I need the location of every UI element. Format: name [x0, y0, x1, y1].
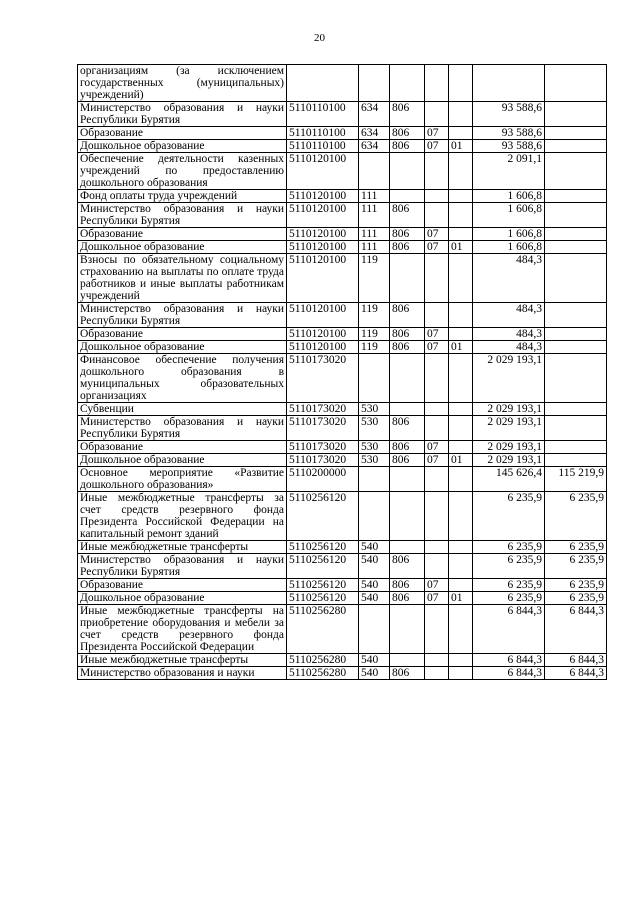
- cell-item-name: Дошкольное образование: [78, 454, 287, 467]
- cell-amount-year-2: [545, 241, 607, 254]
- cell-amount-year-2: 6 844,3: [545, 667, 607, 680]
- cell-item-name: Дошкольное образование: [78, 241, 287, 254]
- cell-amount-year-2: [545, 228, 607, 241]
- cell-item-name: Образование: [78, 228, 287, 241]
- table-body: [78, 65, 607, 680]
- table-row: [78, 579, 607, 592]
- cell-amount-year-1: 2 029 193,1: [473, 441, 545, 454]
- cell-amount-year-2: [545, 190, 607, 203]
- cell-target-code: 5110256120: [287, 592, 359, 605]
- cell-expense-type: [359, 605, 390, 654]
- table-row: [78, 203, 607, 228]
- cell-subsection-code: [449, 203, 473, 228]
- cell-amount-year-1: 6 235,9: [473, 554, 545, 579]
- cell-target-code: 5110256120: [287, 541, 359, 554]
- cell-target-code: 5110120100: [287, 228, 359, 241]
- cell-amount-year-1: 2 029 193,1: [473, 354, 545, 403]
- cell-amount-year-2: 6 235,9: [545, 579, 607, 592]
- table-row: [78, 541, 607, 554]
- cell-target-code: 5110173020: [287, 454, 359, 467]
- cell-amount-year-1: 1 606,8: [473, 190, 545, 203]
- cell-target-code: 5110120100: [287, 303, 359, 328]
- cell-amount-year-2: [545, 102, 607, 127]
- cell-subsection-code: [449, 354, 473, 403]
- cell-amount-year-1: [473, 65, 545, 102]
- cell-expense-type: [359, 153, 390, 190]
- cell-section-code: [425, 541, 449, 554]
- cell-section-code: [425, 65, 449, 102]
- cell-section-code: [425, 303, 449, 328]
- cell-ministry-code: [390, 541, 425, 554]
- cell-amount-year-2: [545, 328, 607, 341]
- cell-section-code: [425, 254, 449, 303]
- cell-amount-year-2: 6 235,9: [545, 592, 607, 605]
- cell-amount-year-1: 2 029 193,1: [473, 454, 545, 467]
- cell-subsection-code: [449, 190, 473, 203]
- table-row: [78, 228, 607, 241]
- cell-expense-type: 530: [359, 454, 390, 467]
- cell-expense-type: 530: [359, 416, 390, 441]
- cell-subsection-code: [449, 65, 473, 102]
- cell-ministry-code: [390, 605, 425, 654]
- cell-subsection-code: [449, 605, 473, 654]
- cell-section-code: [425, 203, 449, 228]
- cell-target-code: 5110110100: [287, 102, 359, 127]
- cell-item-name: Министерство образования и науки Республики Бурятия: [78, 303, 287, 328]
- cell-amount-year-1: 1 606,8: [473, 203, 545, 228]
- cell-item-name: Иные межбюджетные трансферты: [78, 541, 287, 554]
- cell-amount-year-1: 2 091,1: [473, 153, 545, 190]
- cell-target-code: 5110110100: [287, 140, 359, 153]
- table-row: [78, 190, 607, 203]
- cell-target-code: 5110120100: [287, 190, 359, 203]
- cell-amount-year-2: 6 844,3: [545, 605, 607, 654]
- cell-ministry-code: [390, 467, 425, 492]
- cell-amount-year-2: [545, 140, 607, 153]
- cell-amount-year-2: [545, 403, 607, 416]
- cell-expense-type: 540: [359, 541, 390, 554]
- cell-amount-year-2: 6 235,9: [545, 541, 607, 554]
- cell-amount-year-1: 2 029 193,1: [473, 403, 545, 416]
- cell-expense-type: 634: [359, 127, 390, 140]
- cell-expense-type: 111: [359, 241, 390, 254]
- cell-expense-type: 530: [359, 441, 390, 454]
- cell-expense-type: [359, 65, 390, 102]
- cell-target-code: [287, 65, 359, 102]
- cell-section-code: 07: [425, 341, 449, 354]
- cell-amount-year-1: 6 235,9: [473, 579, 545, 592]
- cell-expense-type: [359, 492, 390, 541]
- cell-subsection-code: [449, 153, 473, 190]
- cell-ministry-code: 806: [390, 328, 425, 341]
- cell-item-name: Фонд оплаты труда учреждений: [78, 190, 287, 203]
- table-row: [78, 241, 607, 254]
- table-row: [78, 127, 607, 140]
- cell-amount-year-2: 6 235,9: [545, 554, 607, 579]
- cell-ministry-code: 806: [390, 102, 425, 127]
- cell-ministry-code: 806: [390, 554, 425, 579]
- cell-ministry-code: [390, 65, 425, 102]
- cell-section-code: 07: [425, 454, 449, 467]
- cell-target-code: 5110173020: [287, 354, 359, 403]
- cell-section-code: [425, 554, 449, 579]
- cell-target-code: 5110110100: [287, 127, 359, 140]
- cell-amount-year-1: 6 844,3: [473, 667, 545, 680]
- cell-target-code: 5110256120: [287, 554, 359, 579]
- cell-expense-type: 540: [359, 579, 390, 592]
- cell-subsection-code: [449, 303, 473, 328]
- cell-section-code: [425, 403, 449, 416]
- cell-amount-year-2: 6 844,3: [545, 654, 607, 667]
- cell-subsection-code: 01: [449, 341, 473, 354]
- cell-expense-type: 111: [359, 190, 390, 203]
- cell-subsection-code: [449, 492, 473, 541]
- cell-expense-type: 540: [359, 667, 390, 680]
- cell-target-code: 5110173020: [287, 416, 359, 441]
- cell-ministry-code: 806: [390, 416, 425, 441]
- cell-expense-type: 119: [359, 341, 390, 354]
- cell-target-code: 5110256280: [287, 605, 359, 654]
- table-row: [78, 492, 607, 541]
- cell-subsection-code: [449, 667, 473, 680]
- cell-ministry-code: [390, 153, 425, 190]
- cell-subsection-code: [449, 654, 473, 667]
- cell-item-name: Образование: [78, 441, 287, 454]
- cell-item-name: организациям (за исключением государственных (муниципальных) учреждений): [78, 65, 287, 102]
- cell-ministry-code: [390, 403, 425, 416]
- cell-subsection-code: [449, 102, 473, 127]
- cell-section-code: [425, 354, 449, 403]
- cell-amount-year-2: [545, 203, 607, 228]
- cell-section-code: [425, 492, 449, 541]
- cell-item-name: Обеспечение деятельности казенных учреждений по предоставлению дошкольного образования: [78, 153, 287, 190]
- cell-amount-year-1: 1 606,8: [473, 241, 545, 254]
- table-row: [78, 454, 607, 467]
- table-row: [78, 254, 607, 303]
- cell-section-code: 07: [425, 441, 449, 454]
- cell-subsection-code: 01: [449, 241, 473, 254]
- cell-subsection-code: [449, 254, 473, 303]
- cell-item-name: Субвенции: [78, 403, 287, 416]
- cell-ministry-code: [390, 254, 425, 303]
- cell-ministry-code: 806: [390, 579, 425, 592]
- cell-subsection-code: [449, 541, 473, 554]
- cell-item-name: Финансовое обеспечение получения дошкольного образования в муниципальных образовательных организациях: [78, 354, 287, 403]
- cell-ministry-code: 806: [390, 454, 425, 467]
- cell-amount-year-2: [545, 441, 607, 454]
- cell-expense-type: [359, 467, 390, 492]
- cell-amount-year-1: 93 588,6: [473, 127, 545, 140]
- table-row: [78, 654, 607, 667]
- cell-target-code: 5110120100: [287, 203, 359, 228]
- cell-expense-type: [359, 354, 390, 403]
- cell-subsection-code: [449, 554, 473, 579]
- cell-amount-year-1: 2 029 193,1: [473, 416, 545, 441]
- cell-item-name: Образование: [78, 328, 287, 341]
- cell-ministry-code: 806: [390, 592, 425, 605]
- cell-item-name: Иные межбюджетные трансферты за счет средств резервного фонда Президента Российской Федерации на капитальный ремонт зданий: [78, 492, 287, 541]
- table-row: [78, 416, 607, 441]
- cell-item-name: Министерство образования и науки Республики Бурятия: [78, 554, 287, 579]
- cell-amount-year-1: 93 588,6: [473, 102, 545, 127]
- cell-section-code: 07: [425, 328, 449, 341]
- table-row: [78, 467, 607, 492]
- cell-target-code: 5110173020: [287, 403, 359, 416]
- cell-item-name: Министерство образования и науки Республики Бурятия: [78, 203, 287, 228]
- cell-amount-year-1: 484,3: [473, 341, 545, 354]
- cell-expense-type: 111: [359, 228, 390, 241]
- cell-item-name: Взносы по обязательному социальному страхованию на выплаты по оплате труда работников и иные выплаты работникам учреждений: [78, 254, 287, 303]
- cell-amount-year-1: 6 844,3: [473, 605, 545, 654]
- cell-section-code: [425, 102, 449, 127]
- table-row: [78, 328, 607, 341]
- table-row: [78, 65, 607, 102]
- cell-ministry-code: [390, 354, 425, 403]
- cell-subsection-code: [449, 579, 473, 592]
- cell-ministry-code: 806: [390, 441, 425, 454]
- cell-subsection-code: [449, 441, 473, 454]
- cell-subsection-code: [449, 228, 473, 241]
- cell-item-name: Основное мероприятие «Развитие дошкольного образования»: [78, 467, 287, 492]
- cell-ministry-code: 806: [390, 203, 425, 228]
- cell-expense-type: 119: [359, 254, 390, 303]
- cell-ministry-code: 806: [390, 127, 425, 140]
- cell-subsection-code: [449, 403, 473, 416]
- cell-expense-type: 111: [359, 203, 390, 228]
- cell-amount-year-1: 6 235,9: [473, 492, 545, 541]
- cell-target-code: 5110173020: [287, 441, 359, 454]
- table-row: [78, 354, 607, 403]
- cell-amount-year-1: 484,3: [473, 254, 545, 303]
- cell-expense-type: 540: [359, 554, 390, 579]
- cell-ministry-code: 806: [390, 140, 425, 153]
- cell-amount-year-2: [545, 153, 607, 190]
- cell-expense-type: 540: [359, 654, 390, 667]
- cell-item-name: Министерство образования и науки Республики Бурятия: [78, 416, 287, 441]
- cell-section-code: [425, 190, 449, 203]
- budget-table: [77, 64, 607, 680]
- cell-amount-year-1: 1 606,8: [473, 228, 545, 241]
- cell-subsection-code: [449, 416, 473, 441]
- table-row: [78, 102, 607, 127]
- cell-expense-type: 530: [359, 403, 390, 416]
- table-row: [78, 441, 607, 454]
- cell-expense-type: 540: [359, 592, 390, 605]
- table-row: [78, 341, 607, 354]
- cell-target-code: 5110256120: [287, 492, 359, 541]
- cell-section-code: 07: [425, 592, 449, 605]
- cell-amount-year-1: 484,3: [473, 303, 545, 328]
- table-row: [78, 554, 607, 579]
- cell-section-code: 07: [425, 140, 449, 153]
- cell-amount-year-2: 115 219,9: [545, 467, 607, 492]
- cell-item-name: Дошкольное образование: [78, 341, 287, 354]
- cell-section-code: 07: [425, 228, 449, 241]
- cell-amount-year-1: 6 844,3: [473, 654, 545, 667]
- cell-ministry-code: [390, 492, 425, 541]
- table-row: [78, 605, 607, 654]
- cell-item-name: Министерство образования и науки: [78, 667, 287, 680]
- cell-amount-year-2: [545, 354, 607, 403]
- cell-amount-year-1: 6 235,9: [473, 592, 545, 605]
- cell-target-code: 5110256280: [287, 654, 359, 667]
- cell-subsection-code: 01: [449, 454, 473, 467]
- cell-target-code: 5110256120: [287, 579, 359, 592]
- cell-amount-year-2: [545, 254, 607, 303]
- cell-item-name: Иные межбюджетные трансферты на приобретение оборудования и мебели за счет средств резервного фонда Президента Российской Федерации: [78, 605, 287, 654]
- cell-subsection-code: [449, 328, 473, 341]
- cell-item-name: Иные межбюджетные трансферты: [78, 654, 287, 667]
- cell-ministry-code: 806: [390, 667, 425, 680]
- cell-ministry-code: [390, 654, 425, 667]
- table-row: [78, 140, 607, 153]
- cell-section-code: [425, 467, 449, 492]
- cell-amount-year-1: 6 235,9: [473, 541, 545, 554]
- cell-item-name: Образование: [78, 579, 287, 592]
- cell-section-code: [425, 605, 449, 654]
- cell-amount-year-1: 93 588,6: [473, 140, 545, 153]
- cell-section-code: 07: [425, 579, 449, 592]
- cell-amount-year-2: [545, 416, 607, 441]
- cell-subsection-code: 01: [449, 140, 473, 153]
- cell-subsection-code: [449, 127, 473, 140]
- cell-target-code: 5110120100: [287, 153, 359, 190]
- cell-amount-year-2: [545, 303, 607, 328]
- cell-target-code: 5110120100: [287, 328, 359, 341]
- table-row: [78, 303, 607, 328]
- cell-amount-year-2: [545, 127, 607, 140]
- table-row: [78, 667, 607, 680]
- cell-target-code: 5110120100: [287, 254, 359, 303]
- cell-item-name: Министерство образования и науки Республики Бурятия: [78, 102, 287, 127]
- cell-item-name: Дошкольное образование: [78, 140, 287, 153]
- table-row: [78, 403, 607, 416]
- cell-subsection-code: [449, 467, 473, 492]
- cell-amount-year-2: [545, 65, 607, 102]
- cell-section-code: 07: [425, 127, 449, 140]
- cell-amount-year-2: 6 235,9: [545, 492, 607, 541]
- cell-ministry-code: 806: [390, 228, 425, 241]
- cell-ministry-code: 806: [390, 341, 425, 354]
- cell-target-code: 5110120100: [287, 341, 359, 354]
- cell-amount-year-2: [545, 454, 607, 467]
- cell-section-code: [425, 153, 449, 190]
- cell-expense-type: 119: [359, 303, 390, 328]
- cell-expense-type: 634: [359, 102, 390, 127]
- cell-expense-type: 119: [359, 328, 390, 341]
- cell-section-code: [425, 416, 449, 441]
- cell-subsection-code: 01: [449, 592, 473, 605]
- table-row: [78, 592, 607, 605]
- page-number: 20: [314, 32, 325, 44]
- cell-ministry-code: 806: [390, 303, 425, 328]
- cell-target-code: 5110120100: [287, 241, 359, 254]
- cell-section-code: 07: [425, 241, 449, 254]
- cell-expense-type: 634: [359, 140, 390, 153]
- table-row: [78, 153, 607, 190]
- cell-amount-year-1: 484,3: [473, 328, 545, 341]
- cell-ministry-code: 806: [390, 241, 425, 254]
- cell-amount-year-2: [545, 341, 607, 354]
- cell-section-code: [425, 654, 449, 667]
- cell-target-code: 5110200000: [287, 467, 359, 492]
- cell-item-name: Дошкольное образование: [78, 592, 287, 605]
- cell-ministry-code: [390, 190, 425, 203]
- cell-amount-year-1: 145 626,4: [473, 467, 545, 492]
- cell-section-code: [425, 667, 449, 680]
- cell-target-code: 5110256280: [287, 667, 359, 680]
- cell-item-name: Образование: [78, 127, 287, 140]
